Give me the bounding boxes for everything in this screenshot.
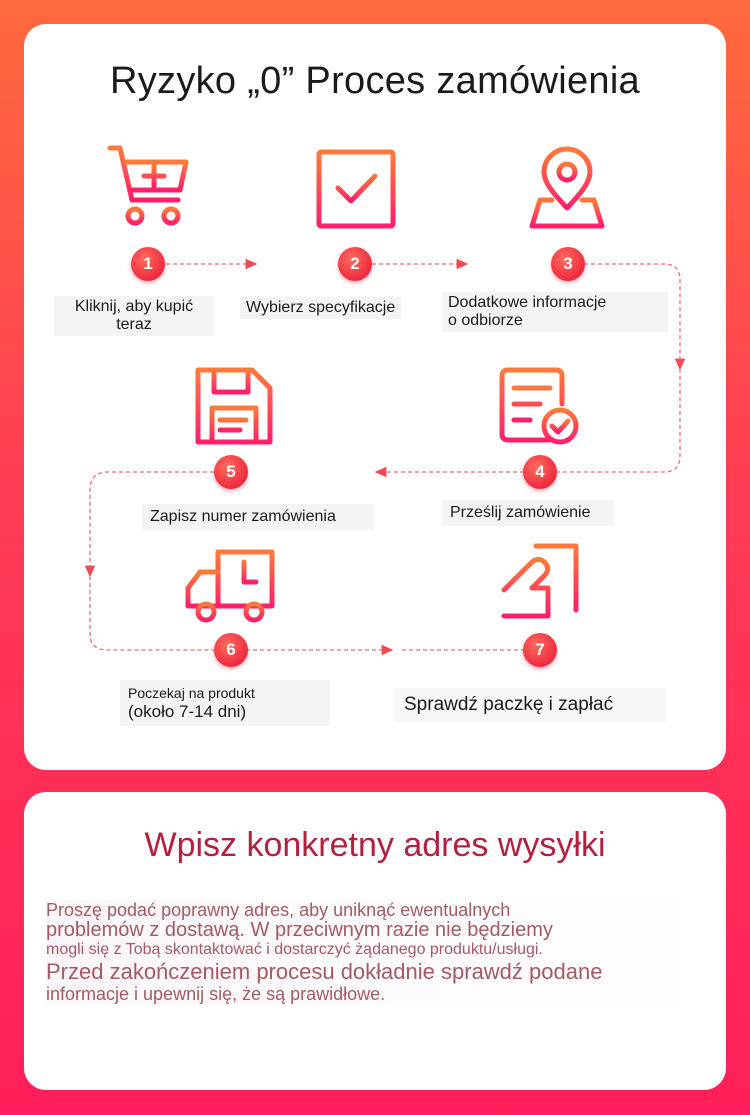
- address-instructions-line-3: mogli się z Tobą skontaktować i dostarczyć żądanego produktu/usługi.: [46, 941, 543, 958]
- flow-connectors: [24, 24, 726, 770]
- cart-plus-icon: [104, 142, 194, 232]
- step-1-badge: 1: [131, 247, 165, 281]
- step-3-label-line2: o odbiorze: [448, 312, 523, 329]
- step-1-label: [54, 296, 214, 336]
- step-7-badge: 7: [523, 633, 557, 667]
- step-4-label: Prześlij zamówienie: [442, 500, 614, 526]
- step-5-label: Zapisz numer zamówienia: [142, 504, 374, 530]
- step-3-label: [442, 292, 668, 332]
- location-pin-icon: [522, 144, 612, 234]
- address-instructions: [46, 900, 714, 1004]
- step-6-label: [120, 680, 330, 726]
- step-4-badge: 4: [523, 455, 557, 489]
- shipping-address-card: [24, 792, 726, 1090]
- step-3-label-line1: Dodatkowe informacje: [448, 294, 607, 311]
- package-hand-icon: [496, 538, 586, 628]
- step-5-badge: 5: [214, 455, 248, 489]
- checkbox-icon: [311, 146, 401, 236]
- delivery-truck-icon: [182, 542, 278, 632]
- step-1-label-line1: Kliknij, aby kupić: [74, 298, 194, 315]
- step-2-label: Wybierz specyfikacje: [240, 297, 401, 319]
- address-title: Wpisz konkretny adres wysyłki: [144, 826, 606, 864]
- document-check-icon: [494, 364, 584, 454]
- step-2-badge: 2: [338, 247, 372, 281]
- step-3-badge: 3: [551, 247, 585, 281]
- step-7-label: Sprawdź paczkę i zapłać: [394, 688, 666, 722]
- step-1-label-line2: teraz: [116, 316, 152, 333]
- order-process-card: [24, 24, 726, 770]
- address-instructions-line-5: informacje i upewnij się, że są prawidłowe.: [46, 984, 386, 1004]
- address-instructions-line-2: problemów z dostawą. W przeciwnym razie nie będziemy: [46, 919, 553, 941]
- floppy-disk-icon: [190, 362, 280, 452]
- page-title: Ryzyko „0” Proces zamówienia: [109, 60, 640, 102]
- step-6-label-line1: Poczekaj na produkt: [128, 685, 255, 701]
- address-instructions-line-4: Przed zakończeniem procesu dokładnie sprawdź podane: [46, 959, 603, 984]
- step-6-badge: 6: [214, 633, 248, 667]
- step-6-label-line2: (około 7-14 dni): [128, 702, 247, 721]
- address-instructions-line-1: Proszę podać poprawny adres, aby uniknąć ewentualnych: [46, 900, 511, 920]
